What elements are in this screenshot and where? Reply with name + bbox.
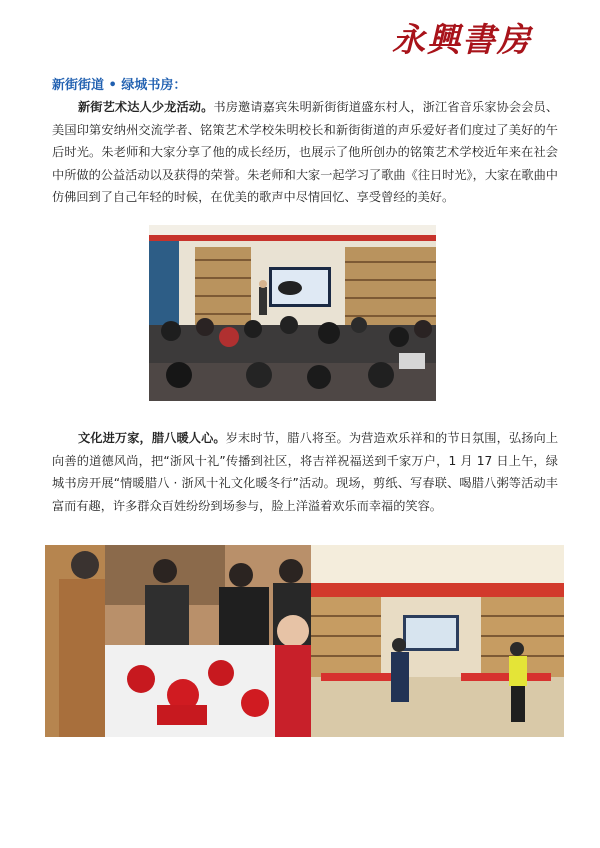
photo-reading-room <box>311 545 564 737</box>
article-2-lead: 文化进万家，腊八暖人心。 <box>78 431 226 445</box>
logo: 永興書房 <box>392 20 532 59</box>
article-1-body: 书房邀请嘉宾朱明新街街道盛东村人，浙江省音乐家协会会员、美国印第安纳州交流学者、铭策艺术学校朱明校长和新街街道的声乐爱好者们度过了美好的午后时光。朱老师和大家分享了他的成长经历，也展示了他所创办的铭策艺术学校近年来在社会中所做的公益活动以及获得的荣誉。朱老师和大家一起学习了歌曲《往日时光》，大家在歌曲中仿佛回到了自己年轻的时候，在优美的歌声中尽情回忆、享受曾经的美好。 <box>52 100 559 204</box>
article-paragraph-2 <box>52 427 558 517</box>
section-title: 新街街道 • 绿城书房： <box>52 78 187 93</box>
article-1-lead: 新街艺术达人少龙活动。 <box>78 100 214 114</box>
photo-lecture <box>149 225 436 401</box>
article-paragraph-1 <box>52 96 558 209</box>
photo-paper-cutting <box>45 545 311 737</box>
article-2-body: 岁末时节，腊八将至。为营造欢乐祥和的节日氛围，弘扬向上向善的道德风尚，把“浙风十礼”传播到社区，将吉祥祝福送到千家万户，1 月 17 日上午，绿城书房开展“情暖腊八 · 浙风十礼文化暖冬行”活动。现场，剪纸、写春联、喝腊八粥等活动丰富而有趣，许多群众百姓纷纷到场参与，脸上洋溢着欢乐而幸福的笑容。 <box>52 431 559 513</box>
